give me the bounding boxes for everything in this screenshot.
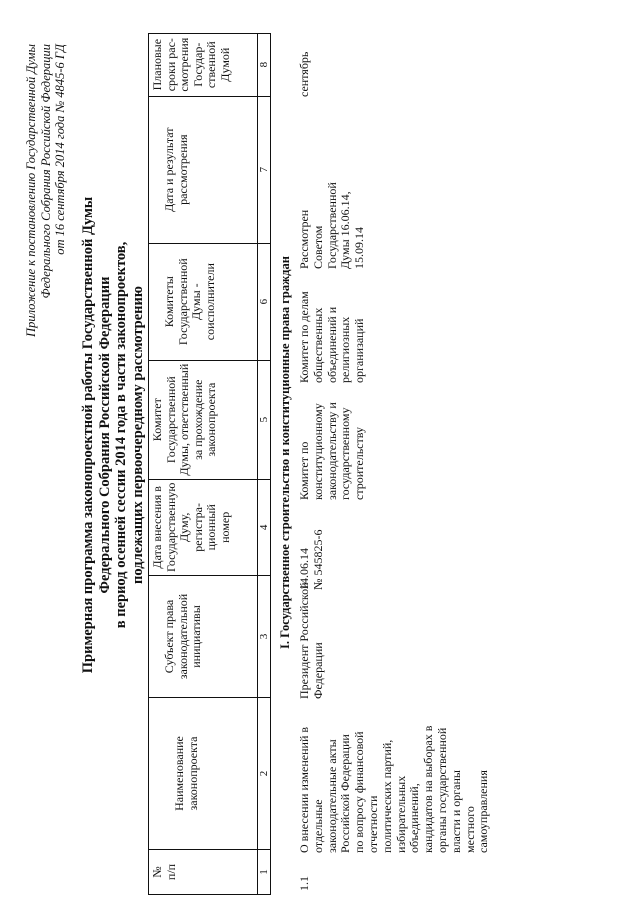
row-number: 1.1	[297, 876, 311, 891]
column-number: 3	[258, 576, 271, 698]
header-cell-co-committees: Комитеты Государственной Думы - соисполнители	[149, 243, 258, 360]
header-cell-name: Наименование законопроекта	[149, 698, 258, 850]
header-cell-term: Плановые сроки рас- смотрения Государ- ственной Думой	[149, 33, 258, 96]
column-number: 2	[258, 698, 271, 850]
responsible-committee: Комитет по конституционному законодательству и государственному строительству	[297, 402, 367, 500]
initiative-subject: Президент Российской Федерации	[297, 582, 325, 699]
section-heading: I. Государственное строительство и конституционные права граждан	[278, 256, 292, 649]
column-number-row	[258, 33, 271, 894]
column-number: 6	[258, 243, 271, 360]
column-number: 5	[258, 360, 271, 479]
column-number: 7	[258, 96, 271, 243]
header-cell-date: Дата внесения в Государственную Думу, регистра- ционный номер	[149, 479, 258, 575]
column-number: 8	[258, 33, 271, 96]
program-table-header	[148, 33, 271, 895]
header-cell-committee: Комитет Государственной Думы, ответственный за прохождение законопроекта	[149, 360, 258, 479]
appendix-line: Приложение к постановлению Государственной Думы	[24, 44, 38, 337]
appendix-line: Федерального Собрания Российской Федерации	[38, 44, 53, 299]
header-cell-subject: Субъект права законодательной инициативы	[149, 576, 258, 698]
planned-term: сентябрь	[297, 51, 311, 97]
title-line: подлежащих первоочередному рассмотрению	[129, 286, 146, 584]
column-number: 1	[258, 850, 271, 895]
header-cell-result: Дата и результат рассмотрения	[149, 96, 258, 243]
title-line: в период осенней сессии 2014 года в части законопроектов,	[113, 241, 129, 629]
appendix-note	[24, 44, 68, 424]
document-title	[80, 115, 146, 755]
title-line: Федерального Собрания Российской Федерации	[96, 276, 113, 594]
table-header-row	[149, 33, 258, 894]
submission-date: 14.06.14 № 545825-6	[297, 529, 325, 590]
appendix-line: от 16 сентября 2014 года № 4845-6 ГД	[53, 44, 67, 255]
header-cell-num: № п/п	[149, 850, 258, 895]
bill-name: О внесении изменений в отдельные законодательные акты Российской Федерации по вопросу финансовой отчетности политических партий, избирательных объединений, кандидатов на выборах в органы государственной власти и органы местного самоуправления	[297, 725, 491, 853]
review-result: Рассмотрен Советом Государственной Думы 16.06.14, 15.09.14	[297, 182, 367, 269]
co-executor-committees: Комитет по делам общественных объединений и религиозных организаций	[297, 291, 367, 383]
column-number: 4	[258, 479, 271, 575]
title-line: Примерная программа законопроектной работы Государственной Думы	[80, 196, 96, 674]
